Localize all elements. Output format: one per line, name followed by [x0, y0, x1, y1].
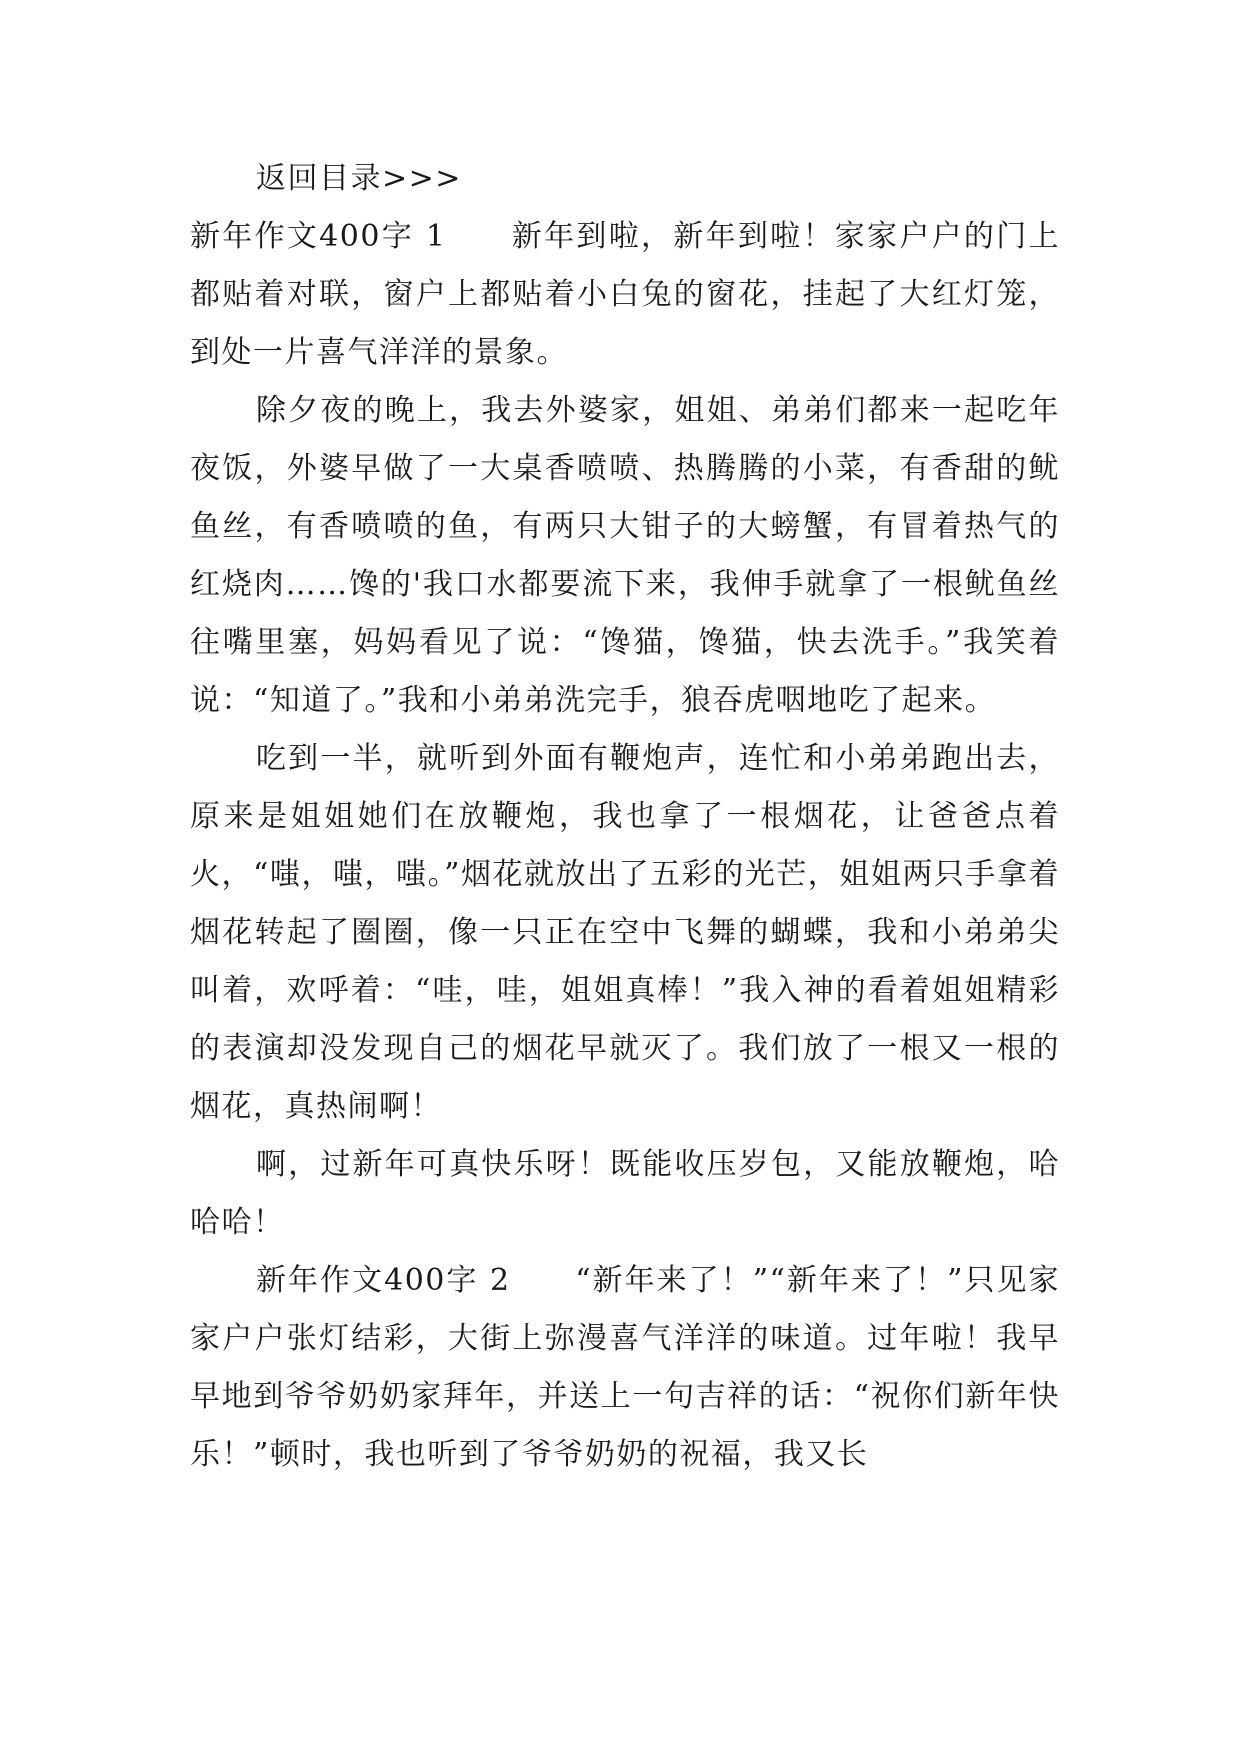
paragraph-new-years-eve: 除夕夜的晚上，我去外婆家，姐姐、弟弟们都来一起吃年夜饭，外婆早做了一大桌香喷喷、热腾腾的小菜，有香甜的鱿鱼丝，有香喷喷的鱼，有两只大钳子的大螃蟹，有冒着热气的红烧肉……馋的'我口水都要流下来，我伸手就拿了一根鱿鱼丝往嘴里塞，妈妈看见了说：“馋猫，馋猫，快去洗手。”我笑着说：“知道了。”我和小弟弟洗完手，狼吞虎咽地吃了起来。: [190, 393, 1060, 718]
back-to-contents-link[interactable]: 返回目录>>>: [256, 161, 462, 196]
document-body: [190, 150, 1060, 1484]
paragraph-fireworks: 吃到一半，就听到外面有鞭炮声，连忙和小弟弟跑出去，原来是姐姐她们在放鞭炮，我也拿了一根烟花，让爸爸点着火，“嗤，嗤，嗤。”烟花就放出了五彩的光芒，姐姐两只手拿着烟花转起了圈圈，像一只正在空中飞舞的蝴蝶，我和小弟弟尖叫着，欢呼着：“哇，哇，姐姐真棒！”我入神的看着姐姐精彩的表演却没发现自己的烟花早就灭了。我们放了一根又一根的烟花，真热闹啊！: [190, 741, 1060, 1124]
paragraph-essay-1-intro: 新年作文400字 1 新年到啦，新年到啦！家家户户的门上都贴着对联，窗户上都贴着小白兔的窗花，挂起了大红灯笼，到处一片喜气洋洋的景象。: [190, 219, 1060, 370]
paragraph-conclusion: 啊，过新年可真快乐呀！既能收压岁包，又能放鞭炮，哈哈哈！: [190, 1147, 1060, 1240]
paragraph-essay-2-intro: 新年作文400字 2 “新年来了！”“新年来了！”只见家家户户张灯结彩，大街上弥漫喜气洋洋的味道。过年啦！我早早地到爷爷奶奶家拜年，并送上一句吉祥的话：“祝你们新年快乐！”顿时，我也听到了爷爷奶奶的祝福，我又长: [190, 1263, 1060, 1472]
